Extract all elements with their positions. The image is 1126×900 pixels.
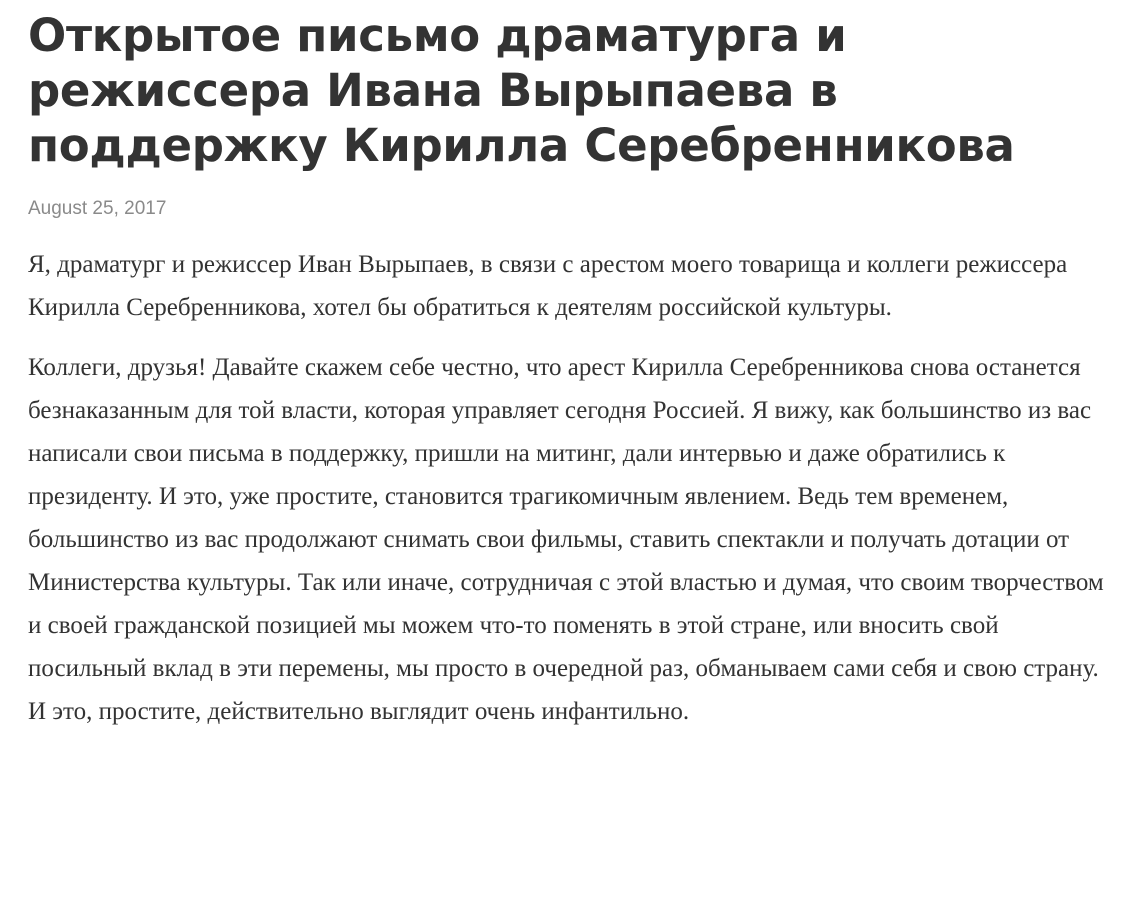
article-paragraph: Коллеги, друзья! Давайте скажем себе честно, что арест Кирилла Серебренникова снова останется безнаказанным для той власти, которая управляет сегодня Россией. Я вижу, как большинство из вас написали свои письма в поддержку, пришли на митинг, дали интервью и даже обратились к президенту. И это, уже простите, становится трагикомичным явлением. Ведь тем временем, большинство из вас продолжают снимать свои фильмы, ставить спектакли и получать дотации от Министерства культуры. Так или иначе, сотрудничая с этой властью и думая, что своим творчеством и своей гражданской позицией мы можем что-то поменять в этой стране, или вносить свой посильный вклад в эти перемены, мы просто в очередной раз, обманываем сами себя и свою страну. И это, простите, действительно выглядит очень инфантильно. — [28, 354, 1104, 725]
article-date: August 25, 2017 — [28, 198, 167, 219]
article-paragraph: Я, драматург и режиссер Иван Вырыпаев, в связи с арестом моего товарища и коллеги режиссера Кирилла Серебренникова, хотел бы обратиться к деятелям российской культуры. — [28, 251, 1068, 321]
article-body — [28, 243, 1108, 733]
article-title: Открытое письмо драматурга и режиссера Ивана Вырыпаева в поддержку Кирилла Серебренникова — [28, 9, 1015, 172]
article — [28, 8, 1108, 750]
